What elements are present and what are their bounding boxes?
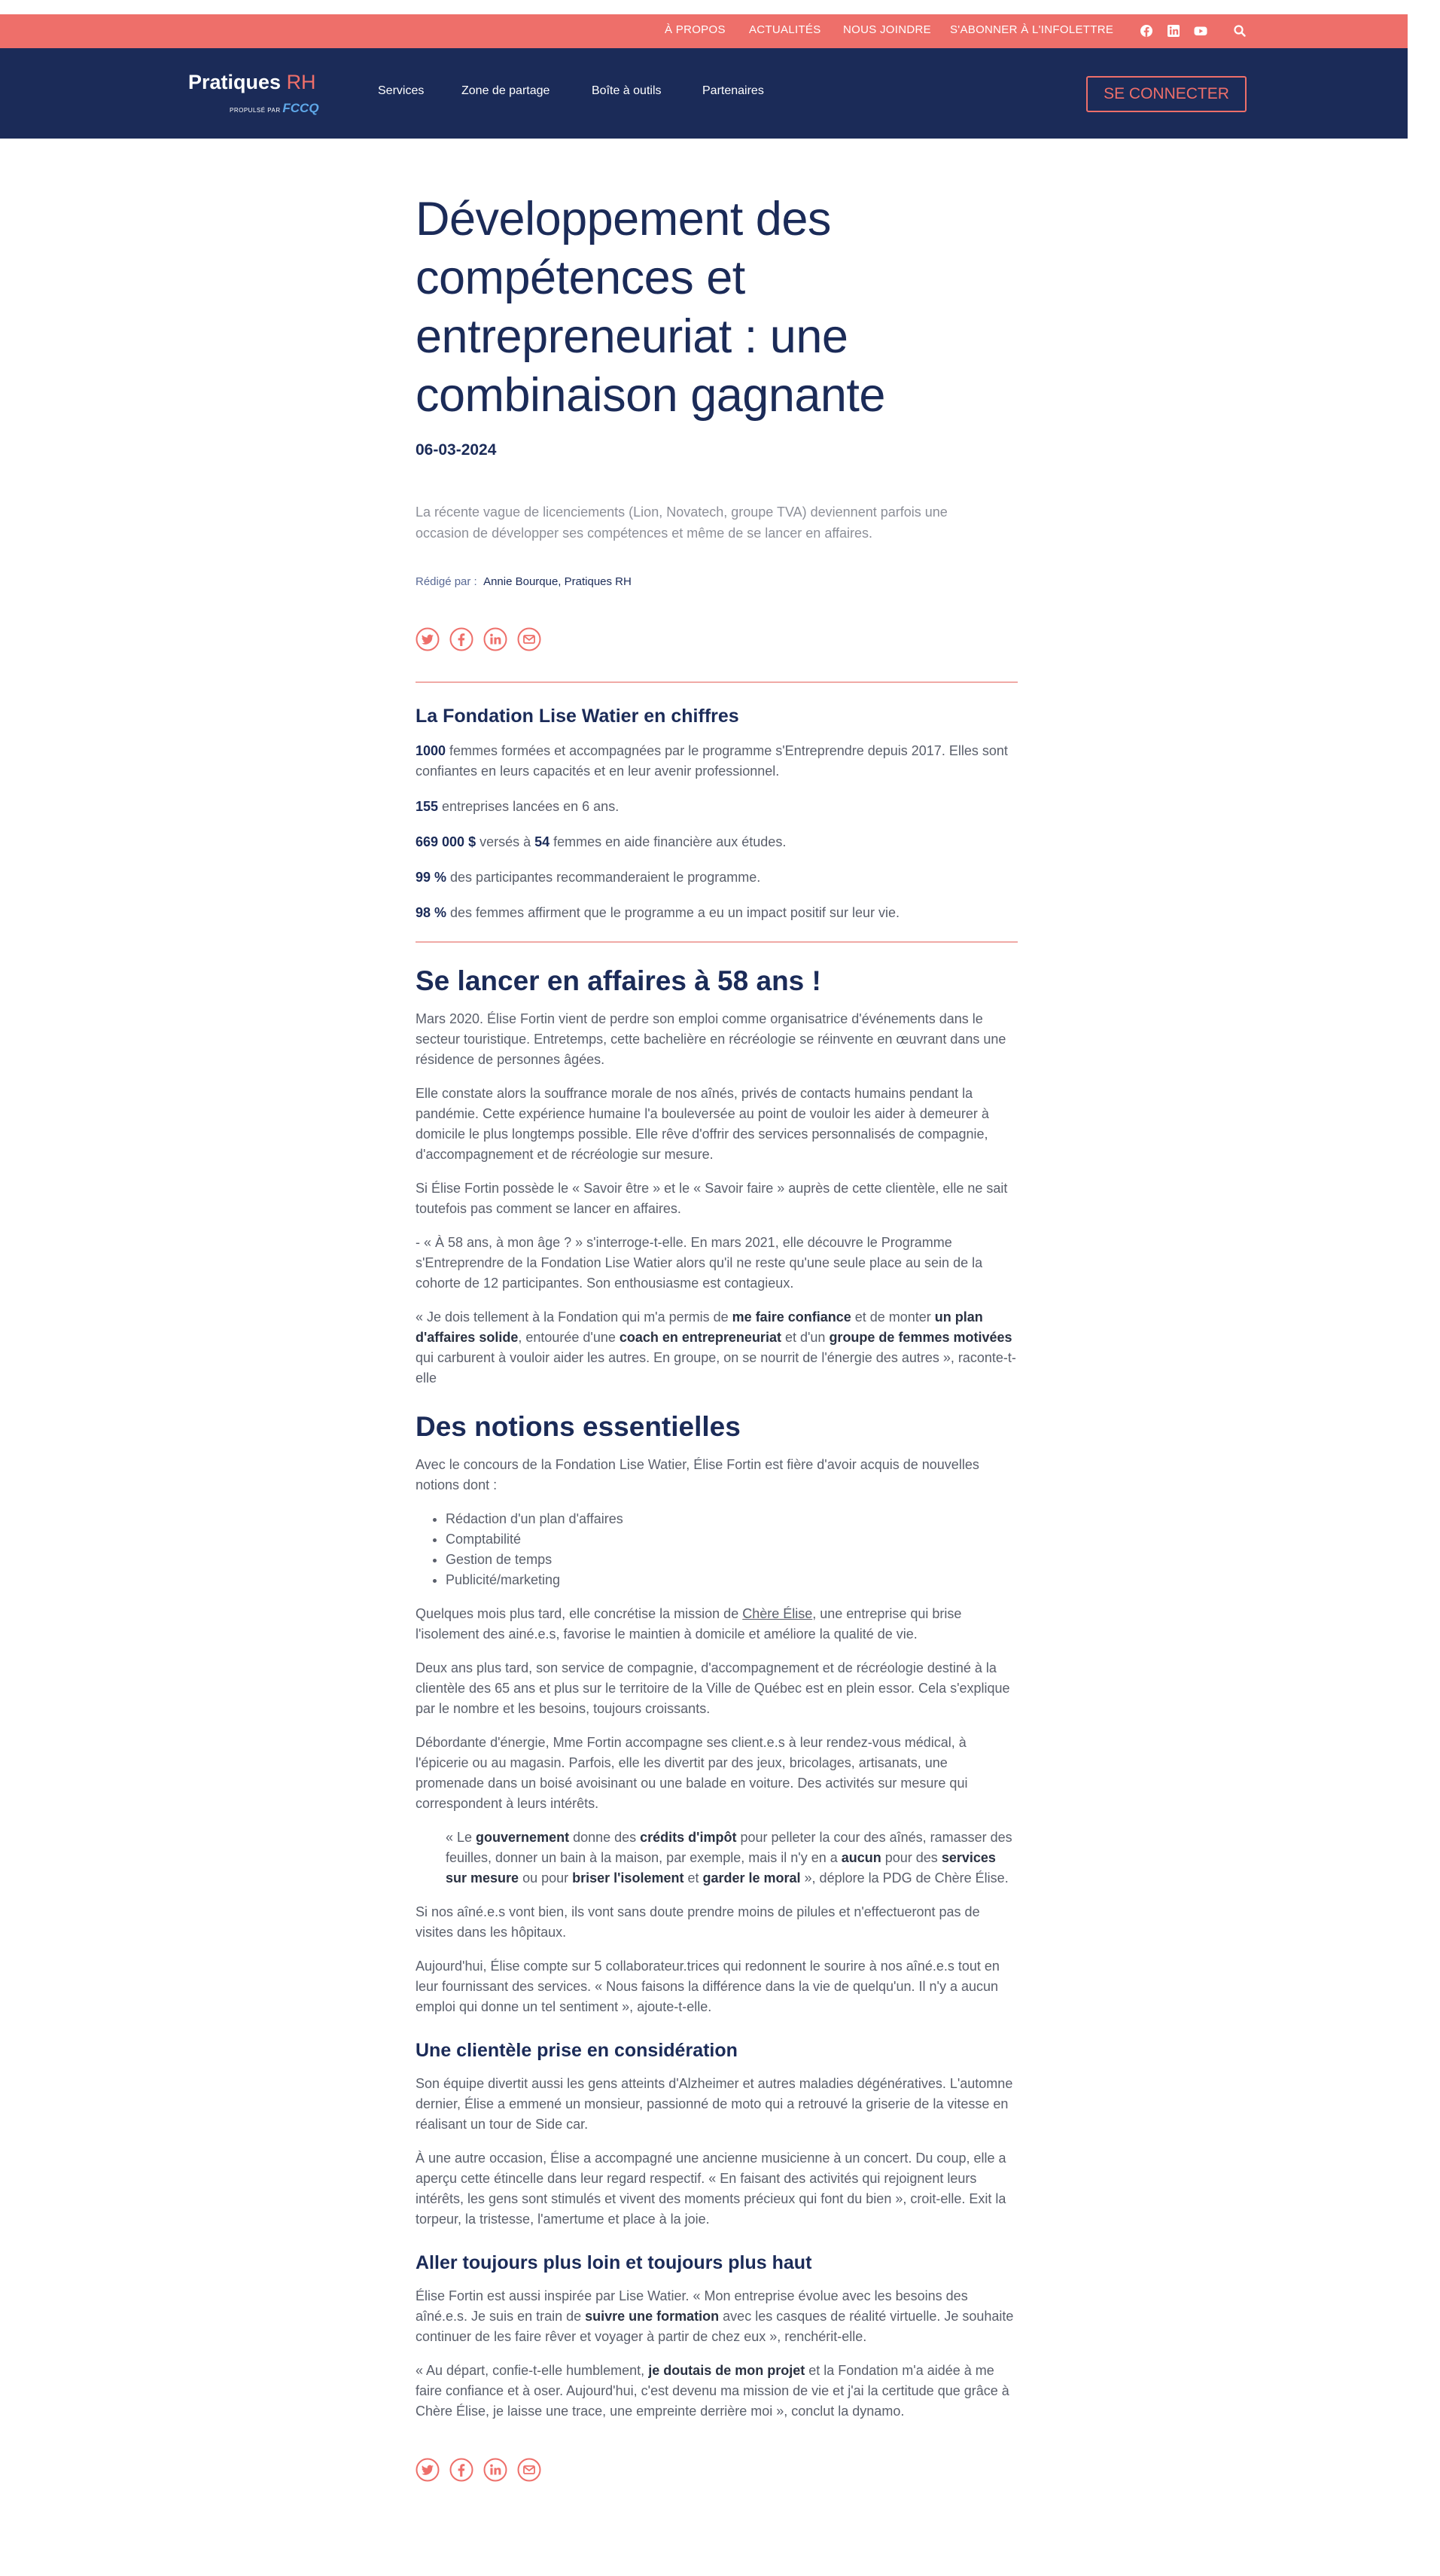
stat-item: 1000 femmes formées et accompagnées par le programme s'Entreprendre depuis 2017. Elles sont confiantes en leurs capacités et en leur avenir professionnel. bbox=[416, 743, 1008, 779]
subsection-heading: Aller toujours plus loin et toujours plus haut bbox=[416, 2252, 812, 2273]
stat-item: 98 % des femmes affirment que le programme a eu un impact positif sur leur vie. bbox=[416, 905, 900, 920]
divider bbox=[416, 941, 1018, 943]
stat-item: 155 entreprises lancées en 6 ans. bbox=[416, 799, 620, 814]
facebook-icon[interactable] bbox=[449, 627, 473, 651]
site-logo[interactable] bbox=[188, 71, 319, 115]
email-icon[interactable] bbox=[517, 627, 541, 651]
nav-item-services[interactable]: Services bbox=[378, 84, 425, 97]
paragraph: Avec le concours de la Fondation Lise Watier, Élise Fortin est fière d'avoir acquis de nouvelles notions dont : bbox=[416, 1457, 979, 1492]
login-button[interactable]: SE CONNECTER bbox=[1086, 76, 1247, 112]
paragraph: « Je dois tellement à la Fondation qui m'a permis de me faire confiance et de monter un plan d'affaires solide, entourée d'une coach en entrepreneuriat et d'un groupe de femmes motivées qui carburent à vouloir aider les autres. En groupe, on se nourrit de l'énergie des autres », raconte-t-elle bbox=[416, 1309, 1016, 1386]
paragraph: Si nos aîné.e.s vont bien, ils vont sans doute prendre moins de pilules et n'effectueront pas de visites dans les hôpitaux. bbox=[416, 1904, 980, 1940]
paragraph: À une autre occasion, Élise a accompagné une ancienne musicienne à un concert. Du coup, elle a aperçu cette étincelle dans leur regard respectif. « En faisant des activités qui rejoignent leurs intérêts, les gens sont stimulés et vivent des moments précieux qui font du bien », croit-elle. Exit la torpeur, la tristesse, l'amertume et place à la joie. bbox=[416, 2151, 1006, 2227]
stat-item: 669 000 $ versés à 54 femmes en aide financière aux études. bbox=[416, 834, 787, 849]
main-navigation bbox=[0, 48, 1408, 139]
twitter-icon[interactable] bbox=[416, 2458, 440, 2482]
email-icon[interactable] bbox=[517, 2458, 541, 2482]
paragraph: Si Élise Fortin possède le « Savoir être » et le « Savoir faire » auprès de cette clientèle, elle ne sait toutefois pas comment se lancer en affaires. bbox=[416, 1181, 1008, 1216]
paragraph: Elle constate alors la souffrance morale de nos aînés, privés de contacts humains pendant la pandémie. Cette expérience humaine l'a bouleversée au point de vouloir les aider à demeurer à domicile le plus longtemps possible. Elle rêve d'offrir des services personnalisés de compagnie, d'accompagnement et de récréologie sur mesure. bbox=[416, 1086, 989, 1162]
twitter-icon[interactable] bbox=[416, 627, 440, 651]
facebook-icon[interactable] bbox=[449, 2458, 473, 2482]
list-item: • Publicité/marketing bbox=[446, 1570, 1018, 1590]
quote: « Le gouvernement donne des crédits d'impôt pour pelleter la cour des aînés, ramasser des feuilles, donner un bain à la maison, par exemple, mais il n'y en a aucun pour des services sur mesure ou pour briser l'isolement et garder le moral », déplore la PDG de Chère Élise. bbox=[446, 1830, 1012, 1886]
utility-link-newsletter[interactable]: S'ABONNER À L'INFOLETTRE bbox=[950, 23, 1114, 36]
byline-author: Annie Bourque, Pratiques RH bbox=[483, 575, 632, 588]
article-byline bbox=[416, 575, 1018, 588]
linkedin-icon[interactable] bbox=[483, 2458, 507, 2482]
byline-label: Rédigé par : bbox=[416, 575, 477, 588]
paragraph: Mars 2020. Élise Fortin vient de perdre son emploi comme organisatrice d'événements dans le secteur touristique. Entretemps, cette bachelière en récréologie se réinvente en œuvrant dans une résidence de personnes âgées. bbox=[416, 1011, 1006, 1067]
subsection-heading: Une clientèle prise en considération bbox=[416, 2040, 738, 2061]
top-utility-bar bbox=[0, 14, 1408, 48]
paragraph: - « À 58 ans, à mon âge ? » s'interroge-t-elle. En mars 2021, elle découvre le Programme s'Entreprendre de la Fondation Lise Watier alors qu'il ne reste qu'une seule place au sein de la cohorte de 12 participantes. Son enthousiasme est contagieux. bbox=[416, 1235, 983, 1291]
stats-box bbox=[416, 706, 1018, 923]
section-heading: Se lancer en affaires à 58 ans ! bbox=[416, 965, 821, 996]
article-date: 06-03-2024 bbox=[416, 441, 497, 459]
linkedin-icon[interactable] bbox=[483, 627, 507, 651]
paragraph: Quelques mois plus tard, elle concrétise la mission de Chère Élise, une entreprise qui brise l'isolement des ainé.e.s, favorise le maintien à domicile et améliore la qualité de vie. bbox=[416, 1606, 962, 1642]
skills-list bbox=[446, 1509, 1018, 1590]
list-item: • Gestion de temps bbox=[446, 1550, 1018, 1570]
fccq-logo: FCCQ bbox=[282, 101, 319, 115]
list-item: • Rédaction d'un plan d'affaires bbox=[446, 1509, 1018, 1529]
divider bbox=[416, 681, 1018, 683]
article-lead: La récente vague de licenciements (Lion, Novatech, groupe TVA) deviennent parfois une occasion de développer ses compétences et même de se lancer en affaires. bbox=[416, 505, 948, 541]
paragraph: Débordante d'énergie, Mme Fortin accompagne ses client.e.s à leur rendez-vous médical, à l'épicerie ou au magasin. Parfois, elle les divertit par des jeux, bricolages, artisanats, une promenade dans un boisé avoisinant ou une balade en voiture. Des activités sur mesure qui correspondent à leurs intérêts. bbox=[416, 1735, 968, 1811]
nav-item-toolbox[interactable]: Boîte à outils bbox=[592, 84, 662, 97]
stats-heading: La Fondation Lise Watier en chiffres bbox=[416, 706, 739, 727]
nav-item-sharing-zone[interactable]: Zone de partage bbox=[461, 84, 550, 97]
logo-main-text: Pratiques bbox=[188, 71, 282, 93]
stat-item: 99 % des participantes recommanderaient le programme. bbox=[416, 870, 761, 885]
paragraph: Deux ans plus tard, son service de compagnie, d'accompagnement et de récréologie destiné à la clientèle des 65 ans et plus sur le territoire de la Ville de Québec est en plein essor. Cela s'explique par le nombre et les besoins, toujours croissants. bbox=[416, 1660, 1010, 1716]
utility-link-about[interactable]: À PROPOS bbox=[665, 23, 726, 36]
paragraph: « Au départ, confie-t-elle humblement, je doutais de mon projet et la Fondation m'a aidée à me faire confiance et à oser. Aujourd'hui, c'est devenu ma mission de vie et j'ai la certitude que grâce à Chère Élise, je laisse une trace, une empreinte derrière moi », conclut la dynamo. bbox=[416, 2363, 1009, 2419]
search-icon[interactable] bbox=[1231, 23, 1248, 39]
logo-tagline: PROPULSÉ PAR bbox=[230, 107, 281, 114]
share-buttons-top bbox=[416, 627, 1018, 651]
article-title: Développement des compétences et entrepreneuriat : une combinaison gagnante bbox=[416, 193, 885, 422]
nav-item-partners[interactable]: Partenaires bbox=[702, 84, 764, 97]
logo-accent-text: RH bbox=[286, 71, 316, 93]
article bbox=[416, 190, 1018, 2482]
youtube-icon[interactable] bbox=[1192, 23, 1209, 39]
facebook-icon[interactable] bbox=[1138, 23, 1155, 39]
section-heading: Des notions essentielles bbox=[416, 1411, 741, 1442]
chere-elise-link[interactable]: Chère Élise bbox=[742, 1606, 813, 1621]
share-buttons-bottom bbox=[416, 2458, 1018, 2482]
linkedin-icon[interactable] bbox=[1165, 23, 1182, 39]
list-item: • Comptabilité bbox=[446, 1529, 1018, 1550]
paragraph: Élise Fortin est aussi inspirée par Lise Watier. « Mon entreprise évolue avec les besoins des aîné.e.s. Je suis en train de suivre une formation avec les casques de réalité virtuelle. Je souhaite continuer de les faire rêver et voyager à partir de chez eux », renchérit-elle. bbox=[416, 2288, 1014, 2344]
utility-links bbox=[0, 14, 1408, 48]
utility-link-news[interactable]: ACTUALITÉS bbox=[749, 23, 821, 36]
paragraph: Son équipe divertit aussi les gens atteints d'Alzheimer et autres maladies dégénératives. L'automne dernier, Élise a emmené un monsieur, passionné de moto qui a retrouvé la griserie de la vitesse en réalisant un tour de Side car. bbox=[416, 2076, 1013, 2132]
paragraph: Aujourd'hui, Élise compte sur 5 collaborateur.trices qui redonnent le sourire à nos aîné.e.s tout en leur fournissant des services. « Nous faisons la différence dans la vie de quelqu'un. Il n'y a aucun emploi qui donne un tel sentiment », ajoute-t-elle. bbox=[416, 1959, 1000, 2014]
utility-link-contact[interactable]: NOUS JOINDRE bbox=[843, 23, 931, 36]
